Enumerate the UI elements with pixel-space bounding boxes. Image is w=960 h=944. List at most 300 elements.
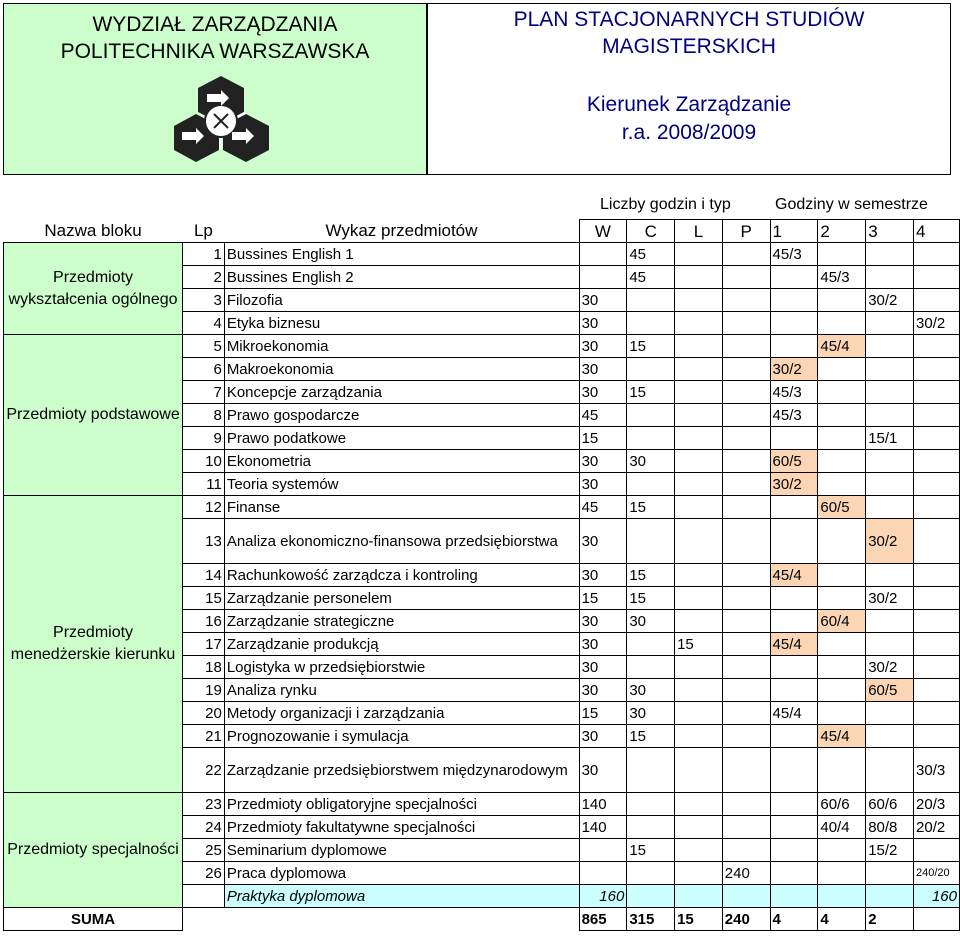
subject-name: Metody organizacji i zarządzania [224,702,579,725]
cell-s3: 60/5 [866,679,914,702]
cell-s4: 20/3 [914,793,960,816]
cell-l [675,564,723,587]
cell-s1 [770,427,818,450]
col-s3: 3 [866,220,914,243]
cell-s4 [914,243,960,266]
cell-s2: 45/3 [818,266,866,289]
row-number: 8 [183,404,225,427]
cell-w: 30 [579,335,627,358]
cell-w [579,243,627,266]
cell-p [722,404,770,427]
cell-p [722,679,770,702]
col-block: Nazwa bloku [44,221,142,241]
cell-s2 [818,702,866,725]
cell-p [722,656,770,679]
cell-l [675,519,723,564]
cell-s3: 80/8 [866,816,914,839]
university-logo-icon [174,74,269,169]
block-name-basic: Przedmioty podstawowe [4,335,183,496]
cell-w: 30 [579,748,627,793]
cell-s4 [914,358,960,381]
cell-c [627,656,675,679]
row-number: 20 [183,702,225,725]
cell-s2 [818,473,866,496]
cell-s3 [866,748,914,793]
cell-s3 [866,243,914,266]
row-number: 21 [183,725,225,748]
cell-s3 [866,473,914,496]
col-p: P [722,220,770,243]
cell-s2 [818,564,866,587]
row-number: 2 [183,266,225,289]
row-number: 17 [183,633,225,656]
cell-p [722,473,770,496]
sum-label: SUMA [4,908,183,931]
cell-c [627,427,675,450]
cell-w: 30 [579,450,627,473]
cell-p [722,243,770,266]
cell-p [722,839,770,862]
sum-c: 315 [627,908,675,931]
cell-s1 [770,656,818,679]
table-row [4,496,960,519]
row-number: 18 [183,656,225,679]
cell-s4: 160 [914,885,960,908]
subject-name: Koncepcje zarządzania [224,381,579,404]
cell-s1: 45/4 [770,702,818,725]
cell-c: 30 [627,450,675,473]
faculty-header [3,3,427,175]
cell-s4 [914,289,960,312]
cell-l [675,839,723,862]
cell-s2 [818,748,866,793]
subject-name: Analiza ekonomiczno-finansowa przedsiębiorstwa [224,519,579,564]
cell-s3 [866,358,914,381]
cell-l [675,748,723,793]
cell-w: 30 [579,656,627,679]
cell-c: 45 [627,243,675,266]
cell-p [722,633,770,656]
cell-c: 45 [627,266,675,289]
cell-s2: 45/4 [818,335,866,358]
row-number: 4 [183,312,225,335]
sum-s2: 4 [818,908,866,931]
cell-l [675,335,723,358]
subject-name: Zarządzanie przedsiębiorstwem międzynarodowym [224,748,579,793]
cell-p [722,725,770,748]
cell-c: 15 [627,839,675,862]
row-number: 15 [183,587,225,610]
subject-name: Przedmioty fakultatywne specjalności [224,816,579,839]
cell-s3: 30/2 [866,519,914,564]
col-subjects: Wykaz przedmiotów [325,221,478,241]
subject-name: Filozofia [224,289,579,312]
cell-s4 [914,587,960,610]
cell-p [722,358,770,381]
cell-s4 [914,656,960,679]
cell-c [627,289,675,312]
col-s1: 1 [770,220,818,243]
cell-w: 30 [579,633,627,656]
cell-c: 30 [627,702,675,725]
cell-s2 [818,633,866,656]
sum-s1: 4 [770,908,818,931]
row-number: 25 [183,839,225,862]
table-row [4,793,960,816]
cell-c [627,862,675,885]
cell-s2 [818,656,866,679]
cell-s4 [914,839,960,862]
cell-c [627,816,675,839]
col-lp: Lp [193,221,213,241]
cell-s1 [770,289,818,312]
cell-s2 [818,885,866,908]
cell-s1: 45/3 [770,381,818,404]
cell-s3 [866,633,914,656]
cell-s4: 20/2 [914,816,960,839]
cell-s1 [770,885,818,908]
cell-w: 15 [579,587,627,610]
cell-s1 [770,587,818,610]
cell-s3 [866,702,914,725]
subject-name: Rachunkowość zarządcza i kontroling [224,564,579,587]
row-number: 12 [183,496,225,519]
faculty-name: WYDZIAŁ ZARZĄDZANIA [92,13,338,36]
cell-s1 [770,266,818,289]
cell-l [675,610,723,633]
cell-l [675,427,723,450]
cell-l [675,816,723,839]
subject-name: Bussines English 2 [224,266,579,289]
cell-p [722,587,770,610]
cell-l [675,312,723,335]
cell-c: 15 [627,725,675,748]
sum-p: 240 [722,908,770,931]
cell-p [722,496,770,519]
subject-name: Przedmioty obligatoryjne specjalności [224,793,579,816]
row-number: 16 [183,610,225,633]
cell-s2 [818,862,866,885]
subject-name: Zarządzanie personelem [224,587,579,610]
cell-p [722,289,770,312]
cell-s1 [770,816,818,839]
cell-s1: 60/5 [770,450,818,473]
cell-s2 [818,587,866,610]
cell-s4 [914,404,960,427]
cell-p [722,610,770,633]
cell-c [627,519,675,564]
study-plan-table [3,219,960,931]
subject-name: Logistyka w przedsiębiorstwie [224,656,579,679]
cell-s4: 30/2 [914,312,960,335]
cell-s4 [914,702,960,725]
cell-s4 [914,335,960,358]
plan-header [427,3,951,175]
cell-s4 [914,381,960,404]
cell-w: 140 [579,816,627,839]
row-number: 7 [183,381,225,404]
cell-s4 [914,564,960,587]
row-number: 11 [183,473,225,496]
cell-s1: 45/3 [770,404,818,427]
block-name-managerial: Przedmioty menedżerskie kierunku [4,496,183,793]
cell-p [722,381,770,404]
cell-p [722,564,770,587]
cell-w: 30 [579,381,627,404]
cell-w: 30 [579,564,627,587]
cell-s1 [770,862,818,885]
row-number: 3 [183,289,225,312]
cell-w: 30 [579,610,627,633]
subject-name: Zarządzanie produkcją [224,633,579,656]
cell-s2: 40/4 [818,816,866,839]
cell-c [627,748,675,793]
cell-w: 15 [579,702,627,725]
cell-s1: 30/2 [770,473,818,496]
cell-s4 [914,266,960,289]
cell-p [722,816,770,839]
cell-s3: 30/2 [866,289,914,312]
cell-w: 15 [579,427,627,450]
cell-s1: 45/4 [770,633,818,656]
cell-p [722,793,770,816]
cell-s1 [770,610,818,633]
cell-s4 [914,427,960,450]
cell-l [675,725,723,748]
cell-s1: 45/3 [770,243,818,266]
cell-s2 [818,679,866,702]
cell-s3 [866,862,914,885]
sum-row [4,908,960,931]
row-number: 13 [183,519,225,564]
cell-w: 30 [579,519,627,564]
row-number: 24 [183,816,225,839]
cell-s2 [818,519,866,564]
cell-s2 [818,404,866,427]
semester-group-label: Godziny w semestrze [775,196,928,213]
cell-p: 240 [722,862,770,885]
row-number: 19 [183,679,225,702]
subject-name: Ekonometria [224,450,579,473]
cell-s3: 15/1 [866,427,914,450]
cell-s2: 60/5 [818,496,866,519]
sum-empty [183,908,225,931]
cell-p [722,335,770,358]
row-number: 23 [183,793,225,816]
subject-name: Prawo gospodarcze [224,404,579,427]
cell-l [675,358,723,381]
col-c: C [627,220,675,243]
table-row [4,335,960,358]
cell-s3 [866,885,914,908]
cell-l [675,587,723,610]
cell-s1 [770,519,818,564]
subject-name: Zarządzanie strategiczne [224,610,579,633]
cell-s2 [818,312,866,335]
cell-l [675,243,723,266]
cell-s1 [770,725,818,748]
cell-w: 160 [579,885,627,908]
cell-s3 [866,564,914,587]
subject-name: Praktyka dyplomowa [224,885,579,908]
column-header-row [4,220,960,243]
cell-s2: 60/4 [818,610,866,633]
cell-w: 30 [579,679,627,702]
cell-l [675,266,723,289]
sum-w: 865 [579,908,627,931]
cell-c [627,473,675,496]
col-w: W [579,220,627,243]
cell-c: 15 [627,564,675,587]
cell-s3 [866,266,914,289]
cell-s3: 30/2 [866,587,914,610]
cell-w: 30 [579,312,627,335]
cell-s2: 60/6 [818,793,866,816]
cell-s2 [818,243,866,266]
cell-w: 45 [579,496,627,519]
cell-c [627,358,675,381]
cell-p [722,312,770,335]
row-number: 6 [183,358,225,381]
subject-name: Makroekonomia [224,358,579,381]
col-s4: 4 [914,220,960,243]
cell-p [722,427,770,450]
cell-l [675,381,723,404]
cell-c: 30 [627,610,675,633]
cell-p [722,702,770,725]
cell-l [675,404,723,427]
cell-c [627,793,675,816]
cell-s1 [770,335,818,358]
row-number: 5 [183,335,225,358]
block-name-general: Przedmioty wykształcenia ogólnego [4,243,183,335]
cell-l [675,450,723,473]
block-name-specialty: Przedmioty specjalności [4,793,183,908]
subject-name: Analiza rynku [224,679,579,702]
cell-c [627,633,675,656]
cell-c [627,312,675,335]
cell-s3 [866,450,914,473]
sum-s3: 2 [866,908,914,931]
cell-w: 30 [579,358,627,381]
cell-s1: 30/2 [770,358,818,381]
cell-w: 30 [579,473,627,496]
cell-p [722,266,770,289]
cell-s2 [818,289,866,312]
cell-s4 [914,473,960,496]
table-row [4,243,960,266]
cell-s2 [818,381,866,404]
sum-l: 15 [675,908,723,931]
cell-c [627,885,675,908]
cell-s4 [914,519,960,564]
cell-l [675,793,723,816]
cell-p [722,450,770,473]
academic-year: r.a. 2008/2009 [621,121,757,144]
cell-s2 [818,358,866,381]
cell-s4 [914,725,960,748]
subject-name: Praca dyplomowa [224,862,579,885]
cell-s1 [770,496,818,519]
cell-w [579,862,627,885]
cell-s3 [866,312,914,335]
cell-w: 30 [579,289,627,312]
row-number: 1 [183,243,225,266]
sum-s4 [914,908,960,931]
row-number [183,885,225,908]
subject-name: Mikroekonomia [224,335,579,358]
cell-s2 [818,450,866,473]
cell-s1: 45/4 [770,564,818,587]
row-number: 14 [183,564,225,587]
cell-c: 15 [627,381,675,404]
plan-title-line2: MAGISTERSKICH [602,35,776,58]
cell-w: 30 [579,725,627,748]
cell-c: 15 [627,496,675,519]
cell-s2 [818,427,866,450]
subject-name: Prognozowanie i symulacja [224,725,579,748]
cell-c: 15 [627,587,675,610]
cell-l [675,289,723,312]
cell-l [675,862,723,885]
cell-s4 [914,679,960,702]
cell-l [675,679,723,702]
subject-name: Etyka biznesu [224,312,579,335]
plan-title-line1: PLAN STACJONARNYCH STUDIÓW [513,8,865,31]
cell-s1 [770,793,818,816]
row-number: 9 [183,427,225,450]
cell-l [675,656,723,679]
cell-c: 15 [627,335,675,358]
cell-s4: 30/3 [914,748,960,793]
cell-s3 [866,335,914,358]
cell-s3 [866,725,914,748]
cell-s2: 45/4 [818,725,866,748]
cell-s3: 60/6 [866,793,914,816]
cell-c [627,404,675,427]
cell-w [579,266,627,289]
cell-c: 30 [627,679,675,702]
cell-s3 [866,610,914,633]
hours-type-group-label: Liczby godzin i typ [600,196,731,213]
cell-s4 [914,450,960,473]
cell-s4 [914,633,960,656]
cell-s3: 15/2 [866,839,914,862]
cell-s1 [770,312,818,335]
subject-name: Finanse [224,496,579,519]
cell-s3 [866,404,914,427]
cell-p [722,748,770,793]
cell-s3 [866,496,914,519]
cell-s1 [770,679,818,702]
row-number: 26 [183,862,225,885]
cell-s3: 30/2 [866,656,914,679]
cell-w: 45 [579,404,627,427]
cell-p [722,519,770,564]
cell-w: 140 [579,793,627,816]
col-s2: 2 [818,220,866,243]
cell-p [722,885,770,908]
cell-s4 [914,496,960,519]
subject-name: Prawo podatkowe [224,427,579,450]
cell-s4 [914,610,960,633]
cell-l [675,885,723,908]
col-l: L [675,220,723,243]
cell-s1 [770,748,818,793]
sum-empty [224,908,579,931]
cell-l [675,702,723,725]
field-of-study: Kierunek Zarządzanie [586,93,792,116]
